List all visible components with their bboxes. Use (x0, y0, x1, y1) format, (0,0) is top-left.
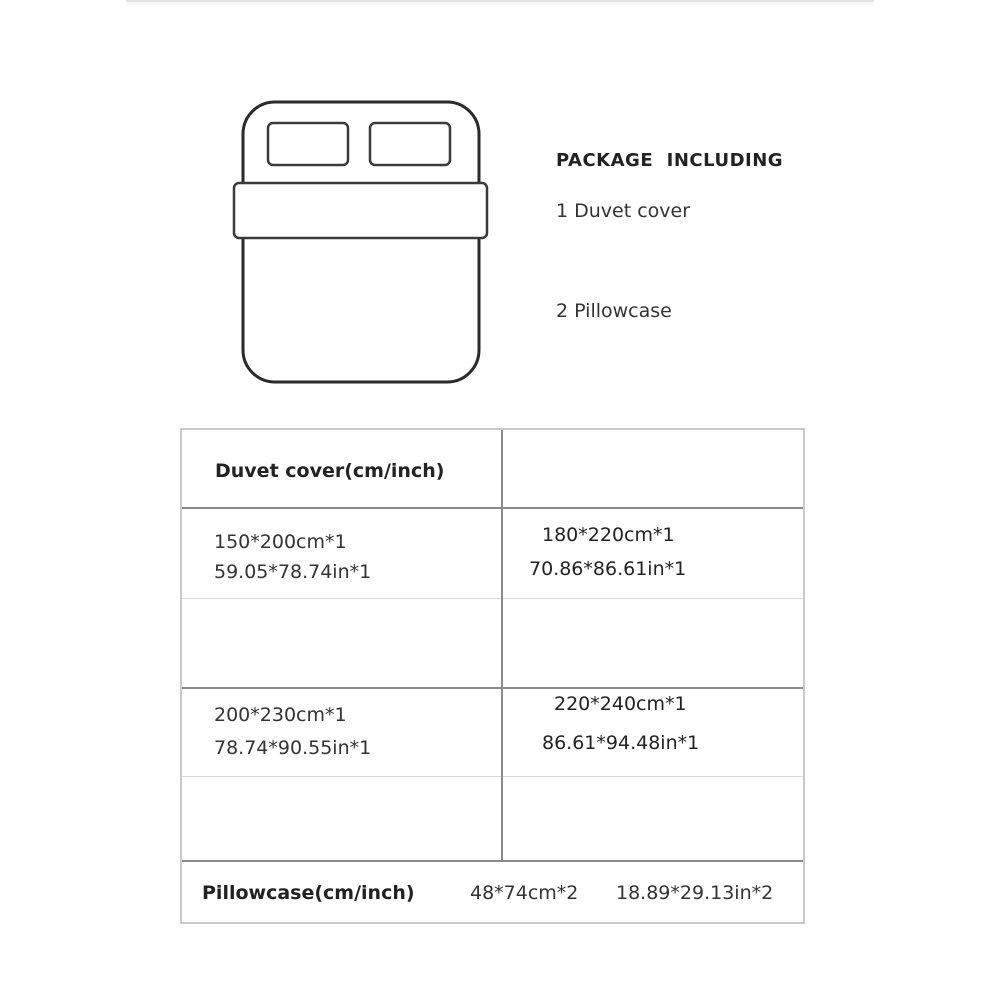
size-150x200-inch: 59.05*78.74in*1 (214, 561, 372, 583)
table-divider (182, 507, 803, 509)
top-divider (126, 0, 874, 2)
size-180x220-cm: 180*220cm*1 (542, 524, 675, 546)
package-contents (556, 150, 856, 322)
pillowcase-size-cm: 48*74cm*2 (470, 882, 579, 904)
table-divider (182, 598, 803, 599)
pillowcase-size-inch: 18.89*29.13in*2 (616, 882, 774, 904)
size-180x220-inch: 70.86*86.61in*1 (529, 558, 687, 580)
pillowcase-label: Pillowcase(cm/inch) (202, 882, 415, 904)
table-header-duvet-cover: Duvet cover(cm/inch) (215, 460, 445, 482)
package-item-duvet-cover: 1 Duvet cover (556, 200, 691, 222)
table-column-divider (501, 430, 503, 860)
size-220x240-cm: 220*240cm*1 (554, 693, 687, 715)
table-divider (182, 687, 803, 689)
table-divider (182, 860, 803, 862)
package-title: PACKAGE INCLUDING (556, 150, 784, 171)
size-150x200-cm: 150*200cm*1 (214, 531, 347, 553)
size-table (180, 428, 805, 924)
table-divider (182, 776, 803, 777)
size-200x230-inch: 78.74*90.55in*1 (214, 737, 372, 759)
size-200x230-cm: 200*230cm*1 (214, 704, 347, 726)
size-220x240-inch: 86.61*94.48in*1 (542, 732, 700, 754)
package-item-pillowcase: 2 Pillowcase (556, 300, 672, 322)
bed-icon (222, 92, 502, 392)
